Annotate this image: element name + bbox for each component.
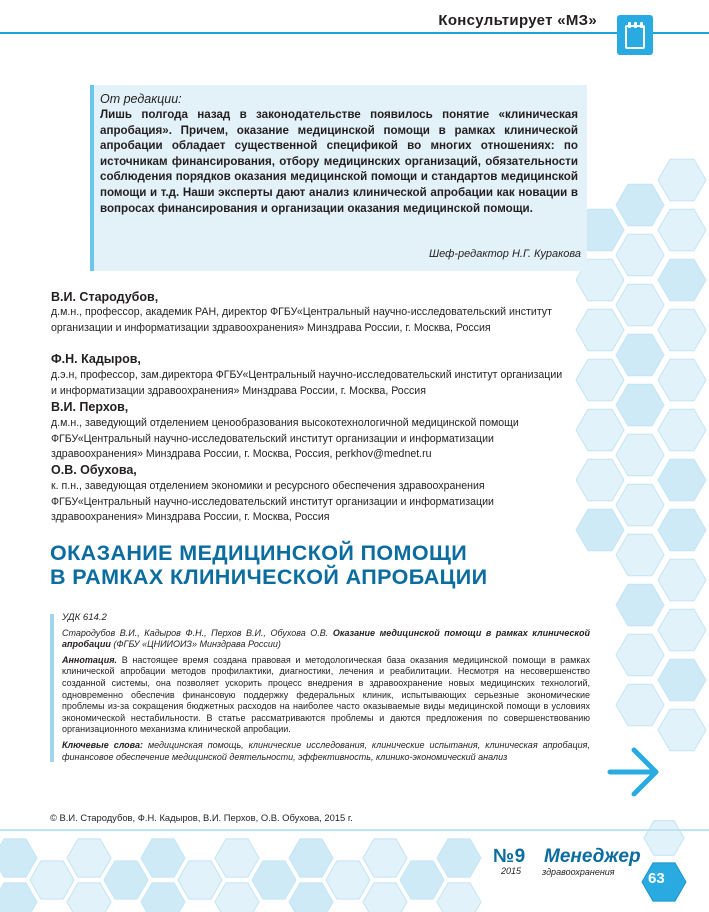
header-rule bbox=[0, 32, 709, 34]
citation bbox=[62, 628, 590, 651]
author-info: к. п.н., заведующая отделением экономики и ресурсного обеспечения здравоохранения ФГБУ«Центральный научно-исследовательский институт организации и информатизации здравоохранения» Минздрава России, г. Москва, Россия bbox=[51, 480, 494, 523]
hexagon-shape bbox=[658, 209, 706, 251]
hexagon-shape bbox=[616, 584, 664, 626]
meta-accent-bar bbox=[50, 614, 54, 762]
article-meta bbox=[62, 612, 590, 763]
author-name: В.И. Стародубов, bbox=[51, 290, 159, 304]
hexagon-shape bbox=[178, 861, 222, 899]
issue-number-text: №9 bbox=[493, 846, 526, 867]
hexagon-shape bbox=[616, 634, 664, 676]
issue-year: 2015 bbox=[501, 866, 522, 876]
hexagon-shape bbox=[437, 839, 481, 877]
hexagon-shape bbox=[658, 559, 706, 601]
editor-note-text: Лишь полгода назад в законодательстве появилось понятие «клиническая апробация». Причем, оказание медицинской помощи в рамках клинической апробации обладает существенной спецификой во многих отношениях: по источникам финансирования, отбору медицинских организаций, обязательности соблюдения порядков оказания медицинской помощи и стандартов медицинской помощи и т.д. Наши эксперты дают анализ клинической апробации как новации в вопросах финансирования и организации оказания медицинской помощи. bbox=[100, 108, 578, 215]
article-title-line: ОКАЗАНИЕ МЕДИЦИНСКОЙ ПОМОЩИ bbox=[50, 541, 468, 565]
hexagon-shape bbox=[658, 709, 706, 751]
hexagon-shape bbox=[658, 159, 706, 201]
citation-authors: Стародубов В.И., Кадыров Ф.Н., Перхов В.И., Обухова О.В. bbox=[62, 627, 329, 638]
hexagon-shape bbox=[658, 259, 706, 301]
article-title-line: В РАМКАХ КЛИНИЧЕСКОЙ АПРОБАЦИИ bbox=[50, 565, 488, 589]
hexagon-shape bbox=[141, 839, 185, 877]
hexagon-shape bbox=[658, 309, 706, 351]
footer-rule bbox=[0, 829, 709, 831]
hexagon-shape bbox=[30, 861, 74, 899]
hexagon-shape bbox=[658, 459, 706, 501]
editor-note-accent-bar bbox=[90, 85, 94, 271]
keywords-text: медицинская помощь, клинические исследования, клинические испытания, клиническая апробация, финансовое обеспечение медицинской деятельности, эффективность, клинико-экономический анализ bbox=[62, 739, 590, 762]
hexagon-shape bbox=[658, 509, 706, 551]
hexagon-shape bbox=[616, 234, 664, 276]
udk-code: УДК 614.2 bbox=[62, 612, 107, 623]
citation-title: Оказание медицинской помощи в рамках клинической апробации bbox=[62, 627, 590, 650]
hexagon-shape bbox=[616, 384, 664, 426]
hexagon-shape bbox=[658, 359, 706, 401]
hexagon-shape bbox=[644, 821, 684, 856]
hexagon-shape bbox=[616, 284, 664, 326]
section-title: Консультирует «МЗ» bbox=[438, 12, 597, 29]
notebook-icon bbox=[617, 15, 653, 55]
hexagon-shape bbox=[252, 861, 296, 899]
hexagon-shape bbox=[616, 434, 664, 476]
page-number: 63 bbox=[648, 870, 665, 887]
hexagon-shape bbox=[141, 883, 185, 912]
abstract-text: В настоящее время создана правовая и методологическая база оказания медицинской помощи в рамках клинической апробации методов профилактики, диагностики, лечения и реабилитации. Несмотря на несовершенство созданной системы, она позволяет ускорить процесс внедрения в здравоохранение новых медицинских технологий, одновременно обеспечив финансовую поддержку федеральных клиник, испытывающих серьезные экономические проблемы из-за сокращения бюджетных расходов на наиболее часто оказываемые виды медицинской помощи в условиях экономической нестабильности. В статье рассматриваются проблемы и даются предложения по совершенствованию организационного механизма клинической апробации. bbox=[62, 654, 590, 735]
author-name: В.И. Перхов, bbox=[51, 400, 129, 414]
keywords bbox=[62, 740, 590, 763]
journal-brand: Менеджер bbox=[544, 846, 641, 867]
hexagon-shape bbox=[616, 334, 664, 376]
hexagon-shape bbox=[363, 839, 407, 877]
editor-signature: Шеф-редактор Н.Г. Куракова bbox=[429, 248, 581, 260]
copyright: © В.И. Стародубов, Ф.Н. Кадыров, В.И. Перхов, О.В. Обухова, 2015 г. bbox=[50, 812, 353, 823]
hexagon-shape bbox=[215, 839, 259, 877]
author-name: О.В. Обухова, bbox=[51, 463, 137, 477]
hexagon-shape bbox=[67, 883, 111, 912]
author-info: д.м.н., заведующий отделением ценообразования высокотехнологичной медицинской помощи ФГБУ«Центральный научно-исследовательский институт организации и информатизации здравоохранения» Минздрава России, г. Москва, Россия, perkhov@mednet.ru bbox=[51, 417, 519, 460]
keywords-label: Ключевые слова: bbox=[62, 739, 143, 750]
hexagon-shape bbox=[658, 409, 706, 451]
hexagon-shape bbox=[576, 309, 624, 351]
hexagon-shape bbox=[326, 861, 370, 899]
hexagon-shape bbox=[576, 409, 624, 451]
abstract-label: Аннотация. bbox=[62, 654, 117, 665]
hexagon-shape bbox=[616, 184, 664, 226]
hexagon-shape bbox=[576, 459, 624, 501]
issue-number bbox=[493, 846, 526, 868]
arrow-right-icon bbox=[606, 744, 662, 800]
hexagon-shape bbox=[576, 359, 624, 401]
article-title bbox=[50, 541, 610, 589]
abstract bbox=[62, 655, 590, 736]
journal-brand-sub: здравоохранения bbox=[542, 867, 615, 877]
hexagon-shape bbox=[437, 883, 481, 912]
hexagon-shape bbox=[215, 883, 259, 912]
hexagon-shape bbox=[658, 659, 706, 701]
hexagon-shape bbox=[616, 534, 664, 576]
author-info: д.э.н, профессор, зам.директора ФГБУ«Центральный научно-исследовательский институт организации и информатизации здравоохранения» Минздрава России, г. Москва, Россия bbox=[51, 369, 563, 397]
hexagon-shape bbox=[289, 839, 333, 877]
hexagon-shape bbox=[289, 883, 333, 912]
hexagon-shape bbox=[0, 883, 37, 912]
hexagon-shape bbox=[104, 861, 148, 899]
author-info: д.м.н., профессор, академик РАН, директор ФГБУ«Центральный научно-исследовательский институт организации и информатизации здравоохранения» Минздрава России, г. Москва, Россия bbox=[51, 306, 552, 334]
hexagon-shape bbox=[400, 861, 444, 899]
hexagon-shape bbox=[616, 684, 664, 726]
hexagon-shape bbox=[67, 839, 111, 877]
citation-org: (ФГБУ «ЦНИИОИЗ» Минздрава России) bbox=[113, 639, 281, 650]
hexagon-shape bbox=[658, 609, 706, 651]
hexagon-shape bbox=[0, 839, 37, 877]
hexagon-shape bbox=[616, 484, 664, 526]
editor-note-label: От редакции: bbox=[100, 92, 182, 106]
hexagon-shape bbox=[363, 883, 407, 912]
author-name: Ф.Н. Кадыров, bbox=[51, 352, 141, 366]
